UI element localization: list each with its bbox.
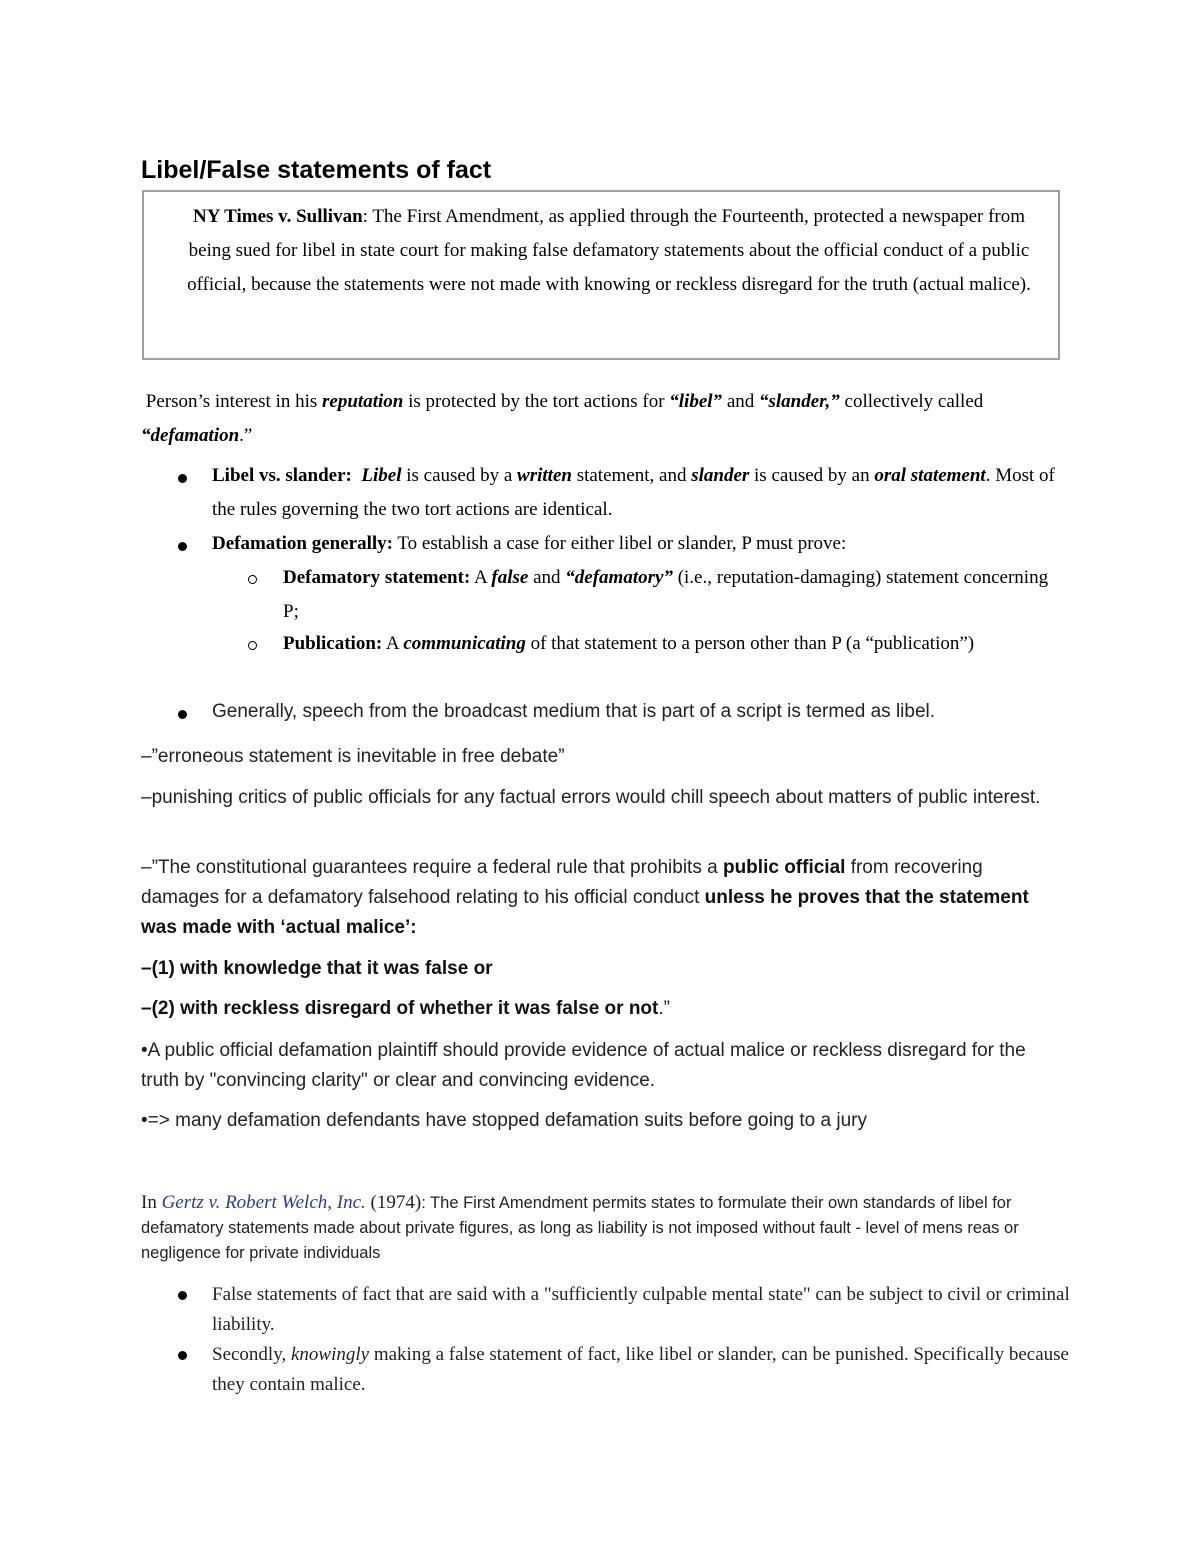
page-title: Libel/False statements of fact <box>141 156 492 184</box>
holding-body: : The First Amendment, as applied through the Fourteenth, protected a newspaper from being sued for libel in state court for making false defamatory statements about the official conduct of a public official, because the statements were not made with knowing or reckless disregard for the truth (actual malice). <box>187 206 1031 295</box>
bullet-text: is caused by an <box>749 465 875 486</box>
communicating-word: communicating <box>403 633 526 654</box>
quote-text: .” <box>658 998 670 1019</box>
intro-libel: “libel” <box>669 391 723 412</box>
case-name: NY Times v. Sullivan <box>192 206 363 227</box>
oral-statement: oral statement <box>874 465 986 486</box>
bullet-label: Libel vs. slander: <box>212 465 352 486</box>
bullet-defamation-generally <box>212 527 1062 561</box>
intro-reputation: reputation <box>322 391 404 412</box>
sub-bullet-icon <box>248 575 257 584</box>
sub-bullet-defamatory-statement <box>283 561 1063 629</box>
gertz-paragraph <box>141 1190 1051 1266</box>
bullet-libel-vs-slander <box>212 459 1062 527</box>
quote-reckless-disregard <box>141 994 1041 1024</box>
gertz-prefix: In <box>141 1192 162 1213</box>
quote-erroneous-statement: –”erroneous statement is inevitable in free debate” <box>141 746 565 767</box>
bullet-text: statement, and <box>571 465 692 486</box>
bullet-text: . Most of the rules governing the two tort actions are identical. <box>212 465 1055 520</box>
sub-bullet-text: (i.e., reputation-damaging) statement concerning P; <box>283 567 1049 622</box>
intro-text: collectively called <box>839 391 984 412</box>
knowingly-word: knowingly <box>290 1344 370 1365</box>
actual-malice-term: unless he proves that the statement was made with ‘actual malice’: <box>141 887 1029 938</box>
holding-text <box>172 200 1046 302</box>
bullet-icon <box>178 1351 187 1360</box>
gertz-bullet-text: making a false statement of fact, like libel or slander, can be punished. Specifically because they contain malice. <box>212 1344 1069 1395</box>
sub-bullet-text: of that statement to a person other than P (a “publication”) <box>525 633 975 654</box>
defamatory-word: “defamatory” <box>565 567 673 588</box>
sub-bullet-publication <box>283 627 983 661</box>
intro-slander: “slander,” <box>759 391 840 412</box>
quote-text: –”The constitutional guarantees require a federal rule that prohibits a <box>141 857 723 878</box>
bullet-broadcast: Generally, speech from the broadcast medium that is part of a script is termed as libel. <box>212 701 936 722</box>
gertz-bullet-culpable: False statements of fact that are said with a "sufficiently culpable mental state" can be subject to civil or criminal liability. <box>212 1284 1070 1335</box>
bullet-label: Defamation generally: <box>212 533 393 554</box>
intro-text: is protected by the tort actions for <box>403 391 670 412</box>
sub-bullet-text: A <box>382 633 404 654</box>
quote-knowledge <box>141 954 1041 984</box>
sub-bullet-text: A <box>470 567 492 588</box>
quote-constitutional-guarantees <box>141 853 1041 943</box>
quote-chill-speech: –punishing critics of public officials for any factual errors would chill speech about matters of public interest. <box>141 787 1041 808</box>
sub-bullet-icon <box>248 641 257 650</box>
sub-bullet-text: and <box>528 567 566 588</box>
gertz-bullet-knowingly <box>212 1340 1072 1400</box>
bullet-icon <box>178 542 187 551</box>
intro-paragraph <box>141 385 1061 453</box>
gertz-bullet-text: Secondly, <box>212 1344 291 1365</box>
bullet-text: To establish a case for either libel or slander, P must prove: <box>392 533 847 554</box>
intro-text: and <box>722 391 759 412</box>
quote-text: from recovering damages for a defamatory falsehood relating to his official conduct <box>141 857 983 908</box>
sub-bullet-label: Publication: <box>283 633 383 654</box>
bullet-text: is caused by a <box>401 465 518 486</box>
knowledge-clause: –(1) with knowledge that it was false or <box>141 958 493 979</box>
note-convincing-clarity: •A public official defamation plaintiff should provide evidence of actual malice or reckless disregard for the truth by "convincing clarity" or clear and convincing evidence. <box>141 1040 1026 1091</box>
reckless-clause: –(2) with reckless disregard of whether it was false or not <box>141 998 659 1019</box>
libel-word: Libel <box>361 465 402 486</box>
public-official-term: public official <box>722 857 846 878</box>
sub-bullet-label: Defamatory statement: <box>283 567 471 588</box>
intro-text: Person’s interest in his <box>145 391 323 412</box>
gertz-year: (1974) <box>365 1192 422 1213</box>
bullet-icon <box>178 474 187 483</box>
false-word: false <box>491 567 529 588</box>
bullet-icon <box>178 710 187 719</box>
note-defendants: •=> many defamation defendants have stopped defamation suits before going to a jury <box>141 1110 867 1131</box>
slander-word: slander <box>691 465 750 486</box>
gertz-text: : The First Amendment permits states to formulate their own standards of libel for defamatory statements made about private figures, as long as liability is not imposed without fault - level of mens reas or negligence for private individuals <box>141 1194 1019 1262</box>
written-word: written <box>517 465 572 486</box>
intro-text: .” <box>239 425 253 446</box>
gertz-case-link[interactable]: Gertz v. Robert Welch, Inc. <box>161 1192 366 1213</box>
bullet-icon <box>178 1291 187 1300</box>
intro-defamation: “defamation <box>141 425 240 446</box>
